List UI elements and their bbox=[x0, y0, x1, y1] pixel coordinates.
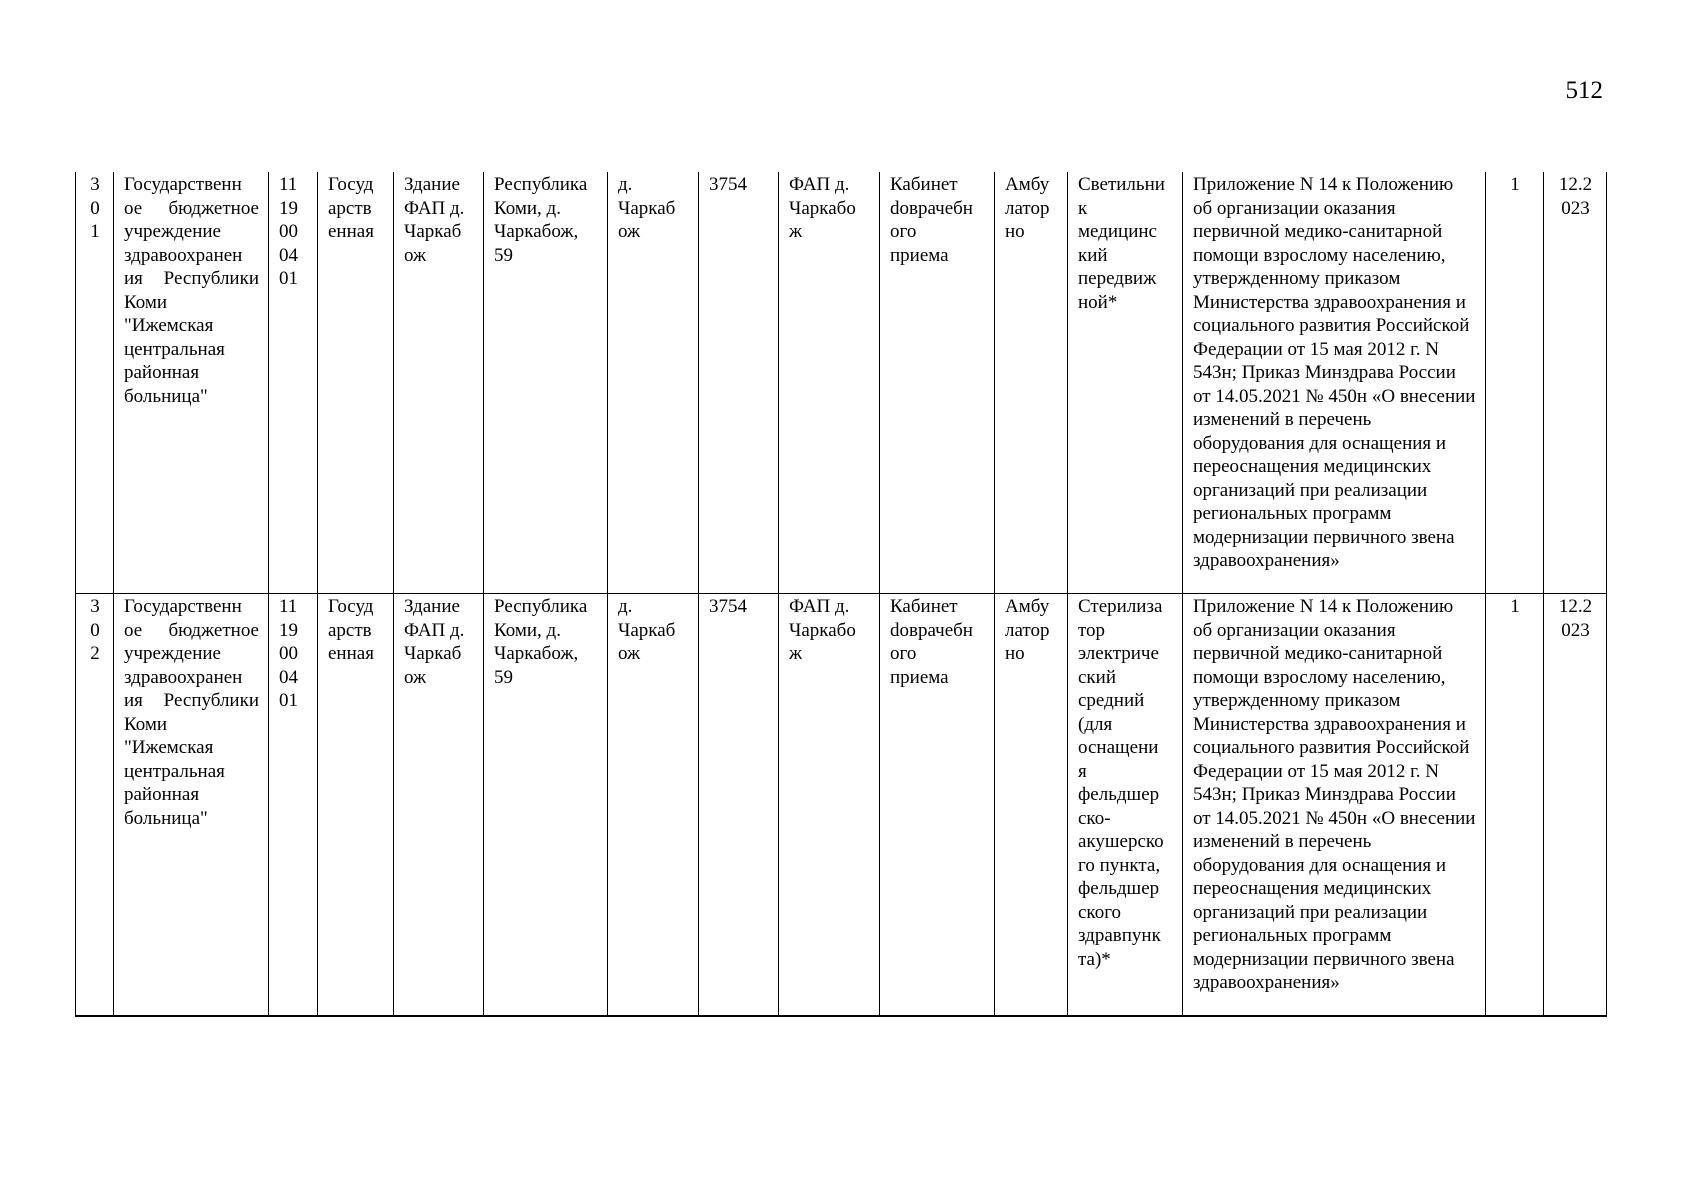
date-cell: 12.2 023 bbox=[1544, 172, 1607, 594]
unit-cell: ФАП д. Чаркабо ж bbox=[779, 172, 880, 594]
building-cell: Здание ФАП д. Чаркаб ож bbox=[394, 172, 484, 594]
table-row bbox=[76, 594, 1607, 1017]
row-number: 3 0 2 bbox=[76, 594, 114, 1017]
table-row bbox=[76, 172, 1607, 594]
page-number: 512 bbox=[1565, 77, 1603, 104]
care-type-cell: Амбу латор но bbox=[995, 594, 1068, 1017]
quantity-cell: 1 bbox=[1486, 172, 1544, 594]
ownership-cell: Госуд арств енная bbox=[318, 172, 394, 594]
unit-cell: ФАП д. Чаркабо ж bbox=[779, 594, 880, 1017]
organization-cell: Государственн ое бюджетное учреждение здравоохранен ия Республики Коми "Ижемская центральная районная больница" bbox=[114, 594, 269, 1017]
index-cell: 3754 bbox=[699, 172, 779, 594]
row-number: 3 0 1 bbox=[76, 172, 114, 594]
organization-cell: Государственн ое бюджетное учреждение здравоохранен ия Республики Коми "Ижемская центральная районная больница" bbox=[114, 172, 269, 594]
room-cell: Кабинет dоврачебн ого приема bbox=[880, 172, 995, 594]
code-cell: 11 19 00 04 01 bbox=[269, 594, 318, 1017]
address-cell: Республика Коми, д. Чаркабож, 59 bbox=[484, 172, 608, 594]
equipment-cell: Стерилиза тор электриче ский средний (для оснащени я фельдшер ско- акушерско го пункта, фельдшер ского здравпунк та)* bbox=[1068, 594, 1183, 1017]
settlement-cell: д. Чаркаб ож bbox=[608, 172, 699, 594]
quantity-cell: 1 bbox=[1486, 594, 1544, 1017]
address-cell: Республика Коми, д. Чаркабож, 59 bbox=[484, 594, 608, 1017]
care-type-cell: Амбу латор но bbox=[995, 172, 1068, 594]
code-cell: 11 19 00 04 01 bbox=[269, 172, 318, 594]
equipment-table bbox=[75, 172, 1607, 1017]
room-cell: Кабинет dоврачебн ого приема bbox=[880, 594, 995, 1017]
date-cell: 12.2 023 bbox=[1544, 594, 1607, 1017]
basis-cell: Приложение N 14 к Положению об организации оказания первичной медико-санитарной помощи взрослому населению, утвержденному приказом Министерства здравоохранения и социального развития Российской Федерации от 15 мая 2012 г. N 543н; Приказ Минздрава России от 14.05.2021 № 450н «О внесении изменений в перечень оборудования для оснащения и переоснащения медицинских организаций при реализации региональных программ модернизации первичного звена здравоохранения» bbox=[1183, 172, 1486, 594]
ownership-cell: Госуд арств енная bbox=[318, 594, 394, 1017]
index-cell: 3754 bbox=[699, 594, 779, 1017]
basis-cell: Приложение N 14 к Положению об организации оказания первичной медико-санитарной помощи взрослому населению, утвержденному приказом Министерства здравоохранения и социального развития Российской Федерации от 15 мая 2012 г. N 543н; Приказ Минздрава России от 14.05.2021 № 450н «О внесении изменений в перечень оборудования для оснащения и переоснащения медицинских организаций при реализации региональных программ модернизации первичного звена здравоохранения» bbox=[1183, 594, 1486, 1017]
settlement-cell: д. Чаркаб ож bbox=[608, 594, 699, 1017]
equipment-cell: Светильни к медицинс кий передвиж ной* bbox=[1068, 172, 1183, 594]
building-cell: Здание ФАП д. Чаркаб ож bbox=[394, 594, 484, 1017]
